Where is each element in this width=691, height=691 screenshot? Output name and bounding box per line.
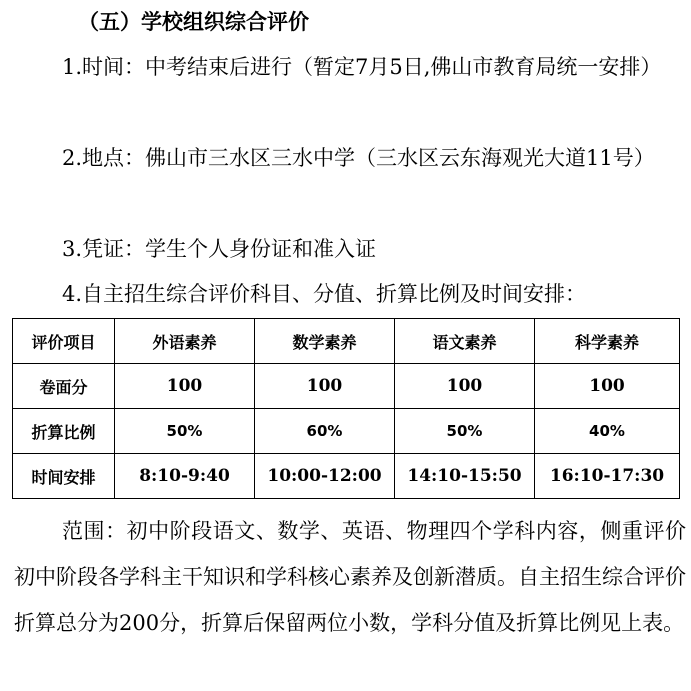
table-cell: 100 (255, 364, 395, 409)
table-header-cell: 语文素养 (395, 319, 535, 364)
row-label-cell: 卷面分 (13, 364, 115, 409)
table-cell: 40% (535, 409, 680, 454)
time-paragraph: 1.时间：中考结束后进行（暂定7月5日,佛山市教育局统一安排） (62, 55, 662, 79)
scope-paragraph: 范围：初中阶段语文、数学、英语、物理四个学科内容，侧重评价初中阶段各学科主干知识和学科核心素养及创新潜质。自主招生综合评价折算总分为200分，折算后保留两位小数，学科分值及折算比例见上表。 (14, 519, 686, 635)
table-cell: 8:10-9:40 (115, 454, 255, 499)
table-cell: 10:00-12:00 (255, 454, 395, 499)
table-cell: 100 (395, 364, 535, 409)
table-cell: 60% (255, 409, 395, 454)
table-cell: 50% (395, 409, 535, 454)
table-cell: 16:10-17:30 (535, 454, 680, 499)
table-header-row (13, 319, 680, 364)
row-label-cell: 折算比例 (13, 409, 115, 454)
arrangement-title: 4.自主招生综合评价科目、分值、折算比例及时间安排： (62, 282, 587, 306)
table-header-cell: 数学素养 (255, 319, 395, 364)
table-cell: 50% (115, 409, 255, 454)
table-row (13, 409, 680, 454)
evaluation-table (12, 318, 680, 499)
table-cell: 100 (115, 364, 255, 409)
table-header-cell: 科学素养 (535, 319, 680, 364)
table-cell: 100 (535, 364, 680, 409)
table-header-cell: 外语素养 (115, 319, 255, 364)
table-row (13, 454, 680, 499)
credential-paragraph: 3.凭证：学生个人身份证和准入证 (62, 237, 377, 261)
table-header-cell: 评价项目 (13, 319, 115, 364)
section-heading: （五）学校组织综合评价 (78, 10, 309, 34)
row-label-cell: 时间安排 (13, 454, 115, 499)
place-paragraph: 2.地点：佛山市三水区三水中学（三水区云东海观光大道11号） (62, 146, 655, 170)
table-row (13, 364, 680, 409)
table-cell: 14:10-15:50 (395, 454, 535, 499)
